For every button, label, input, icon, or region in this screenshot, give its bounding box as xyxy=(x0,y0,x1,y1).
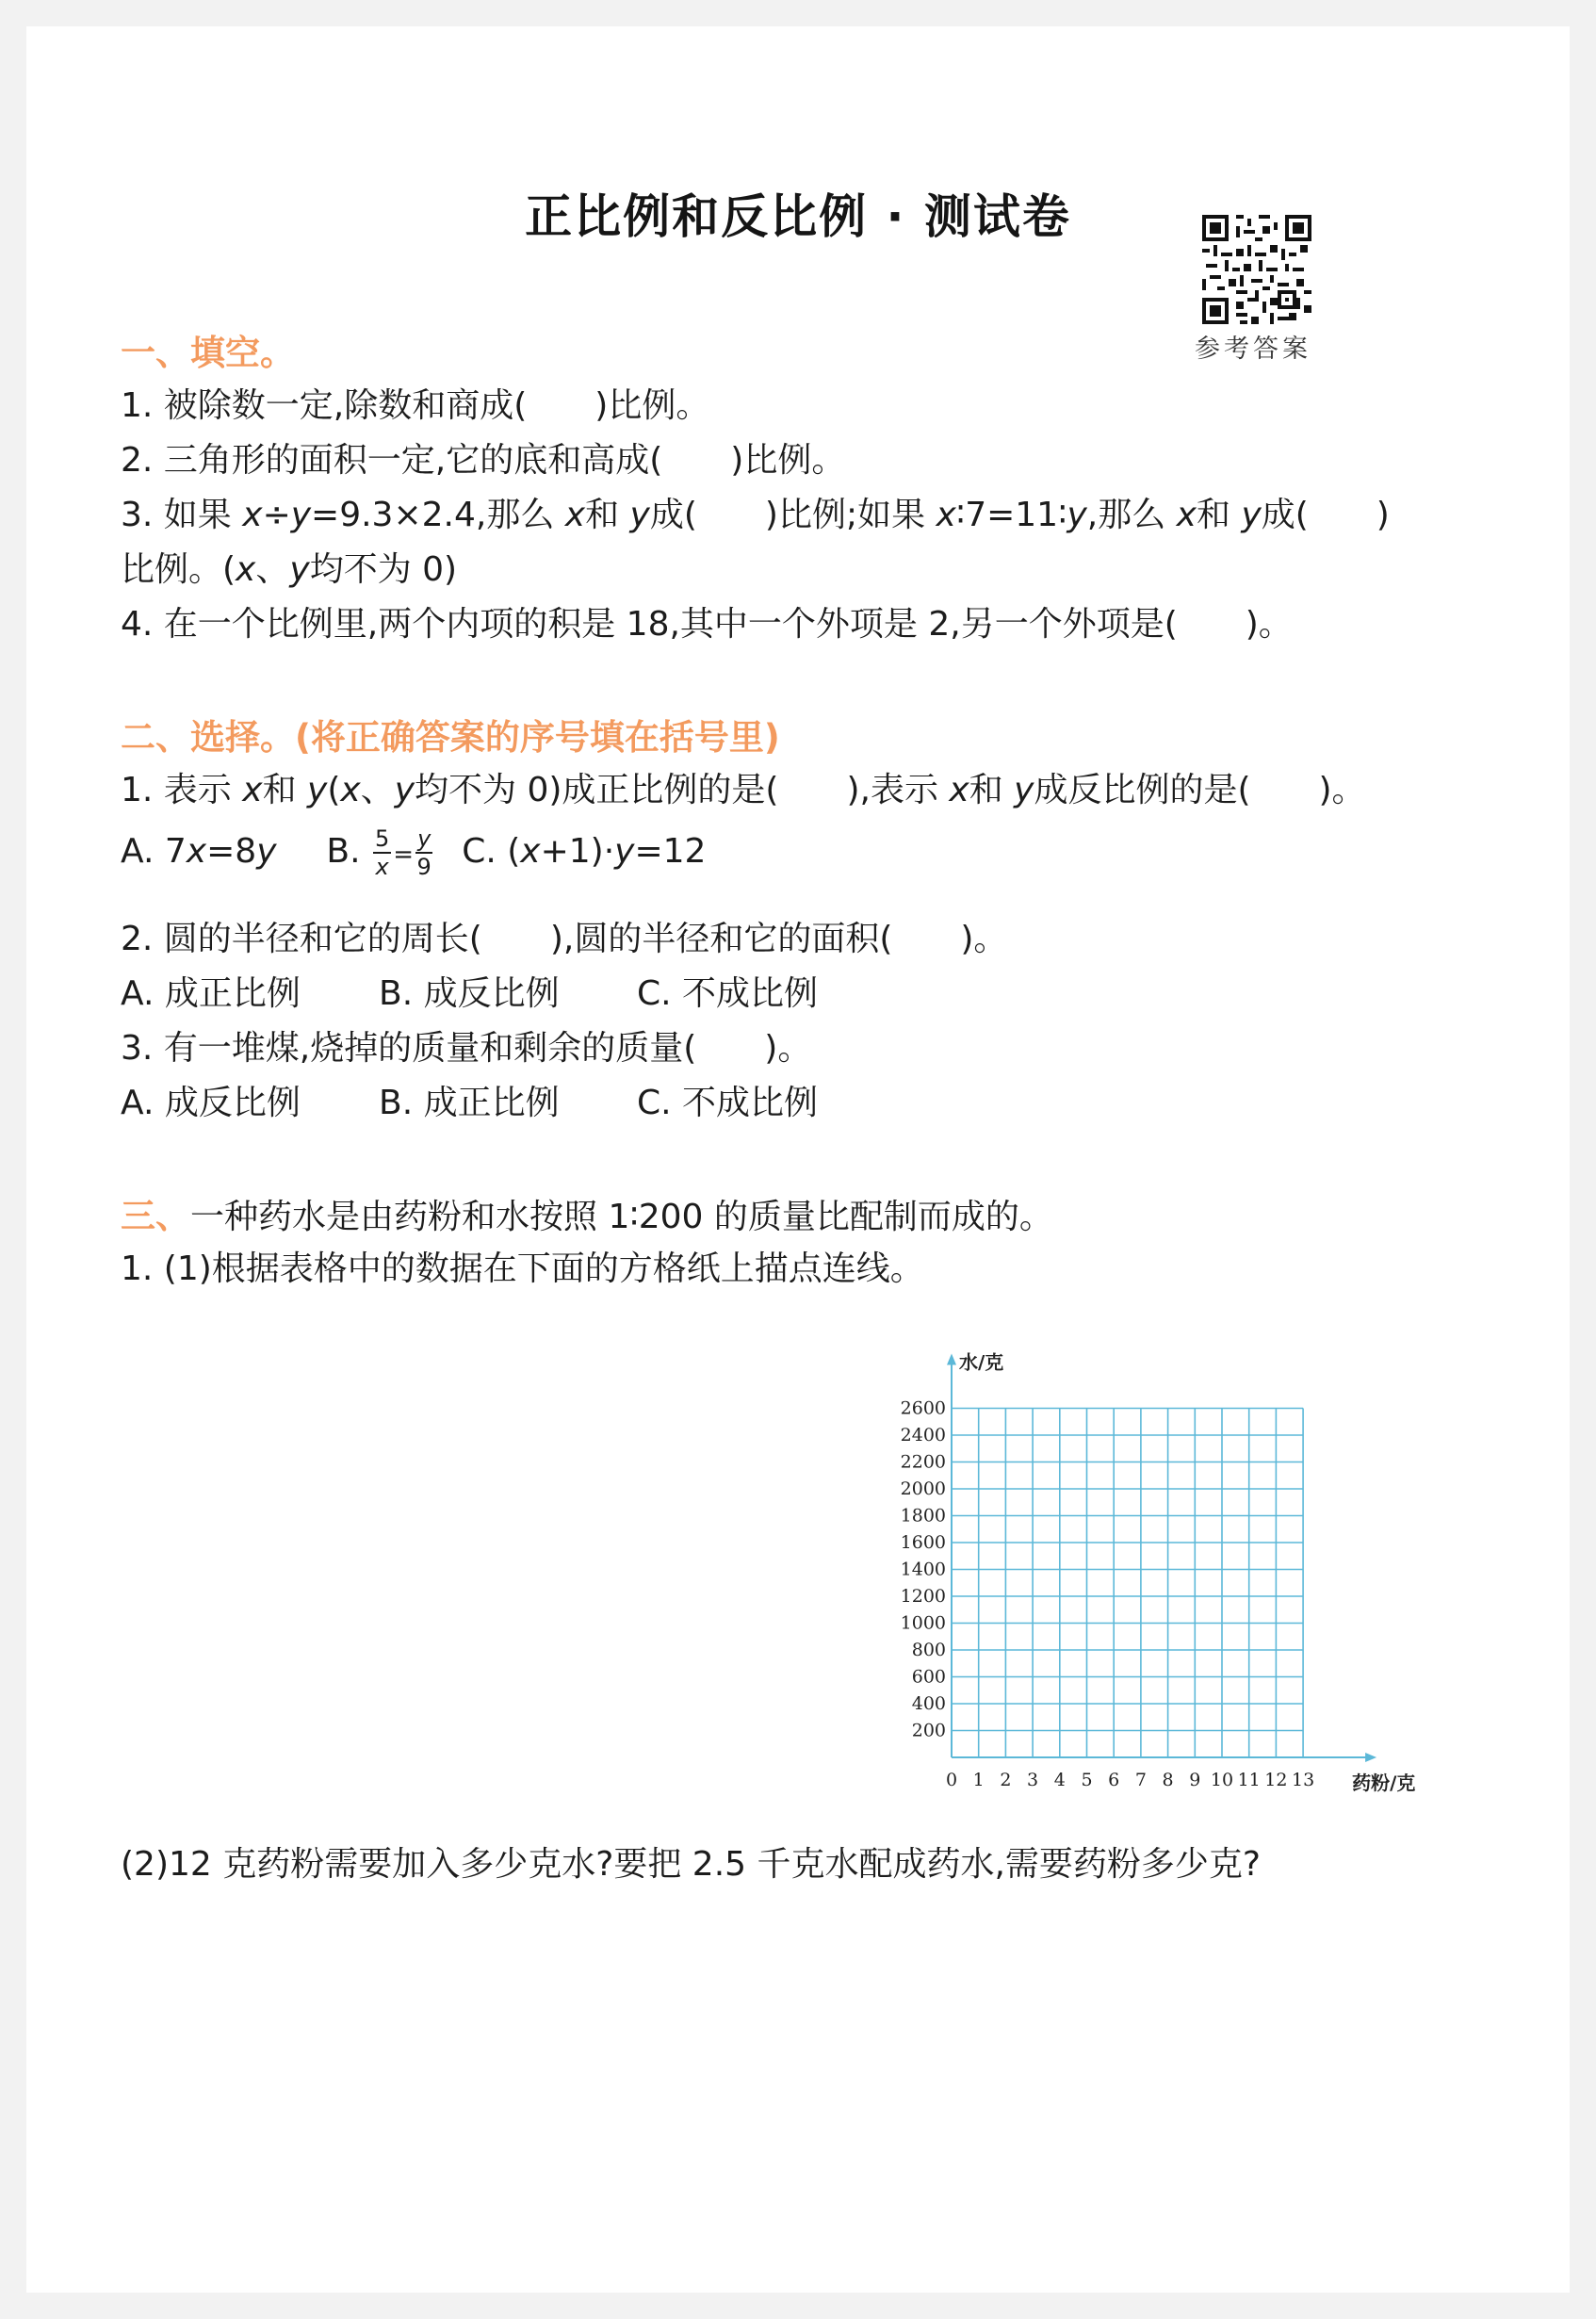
x-tick-label: 7 xyxy=(1134,1770,1147,1790)
y-tick-label: 1800 xyxy=(900,1505,946,1527)
x-tick-labels xyxy=(946,1770,1314,1790)
question-1-3: 3. 如果 x÷y=9.3×2.4,那么 x和 y成( )比例;如果 x∶7=11∶y,那么 x和 y成( ) xyxy=(121,496,1390,534)
y-tick-label: 1200 xyxy=(900,1586,946,1607)
question-2-3-option-a: A. 成反比例 xyxy=(121,1084,301,1122)
grid-lines xyxy=(952,1409,1303,1758)
grid-chart xyxy=(867,1338,1451,1809)
x-axis-arrow-icon xyxy=(1365,1753,1376,1762)
x-tick-label: 8 xyxy=(1162,1770,1174,1790)
y-tick-label: 2200 xyxy=(900,1451,946,1473)
section-2-heading: 二、选择。(将正确答案的序号填在括号里) xyxy=(121,717,780,758)
question-1-4: 4. 在一个比例里,两个内项的积是 18,其中一个外项是 2,另一个外项是( )。 xyxy=(121,605,1293,644)
question-2-3: 3. 有一堆煤,烧掉的质量和剩余的质量( )。 xyxy=(121,1029,812,1068)
y-tick-label: 1600 xyxy=(900,1532,946,1553)
question-2-2-option-c: C. 不成比例 xyxy=(637,974,819,1013)
x-tick-label: 2 xyxy=(1000,1770,1012,1790)
x-tick-label: 6 xyxy=(1108,1770,1120,1790)
question-2-2: 2. 圆的半径和它的周长( ),圆的半径和它的面积( )。 xyxy=(121,920,1008,958)
x-tick-label: 13 xyxy=(1292,1770,1315,1790)
x-axis-label: 药粉/克 xyxy=(1352,1772,1416,1794)
y-axis-label: 水/克 xyxy=(959,1350,1004,1374)
section-3-heading: 三、 xyxy=(121,1196,190,1236)
question-1-2: 2. 三角形的面积一定,它的底和高成( )比例。 xyxy=(121,441,846,480)
x-tick-label: 1 xyxy=(972,1770,985,1790)
x-tick-label: 4 xyxy=(1053,1770,1066,1790)
question-2-1: 1. 表示 x和 y(x、y均不为 0)成正比例的是( ),表示 x和 y成反比例的是( )。 xyxy=(121,771,1366,809)
question-2-2-option-b: B. 成反比例 xyxy=(379,974,560,1013)
question-2-1-options: A. 7x=8y B. $\frac{5}{x}$ = $\frac{y}{9}$ C. (x+1)·y=12 xyxy=(121,825,707,880)
qr-caption: 参考答案 xyxy=(1195,335,1311,364)
question-3-2: (2)12 克药粉需要加入多少克水?要把 2.5 千克水配成药水,需要药粉多少克? xyxy=(121,1845,1262,1884)
question-3-1: 1. (1)根据表格中的数据在下面的方格纸上描点连线。 xyxy=(121,1249,924,1288)
y-axis-arrow-icon xyxy=(947,1354,956,1365)
x-tick-label: 12 xyxy=(1264,1770,1288,1790)
y-tick-labels xyxy=(901,1398,946,1741)
y-tick-label: 2600 xyxy=(900,1397,946,1419)
x-tick-label: 3 xyxy=(1027,1770,1039,1790)
y-tick-label: 400 xyxy=(911,1693,946,1714)
question-2-2-option-a: A. 成正比例 xyxy=(121,974,301,1013)
x-tick-label: 5 xyxy=(1081,1770,1093,1790)
y-tick-label: 1400 xyxy=(900,1559,946,1580)
y-tick-label: 2000 xyxy=(900,1478,946,1499)
y-tick-label: 1000 xyxy=(900,1612,946,1634)
y-tick-label: 200 xyxy=(911,1720,946,1741)
x-tick-label: 0 xyxy=(945,1770,958,1790)
y-tick-label: 600 xyxy=(911,1666,946,1688)
page-title: 正比例和反比例 · 测试卷 xyxy=(525,189,1071,244)
section-1-heading: 一、填空。 xyxy=(121,333,295,373)
question-1-3-continued: 比例。(x、y均不为 0) xyxy=(121,550,458,589)
question-1-1: 1. 被除数一定,除数和商成( )比例。 xyxy=(121,386,710,425)
section-3-intro: 三、一种药水是由药粉和水按照 1∶200 的质量比配制而成的。 xyxy=(121,1196,1053,1236)
qr-code-icon xyxy=(1202,215,1311,324)
y-tick-label: 2400 xyxy=(900,1425,946,1445)
question-2-3-option-c: C. 不成比例 xyxy=(637,1084,819,1122)
x-tick-label: 9 xyxy=(1189,1770,1201,1790)
y-tick-label: 800 xyxy=(911,1640,946,1660)
question-2-3-option-b: B. 成正比例 xyxy=(379,1084,560,1122)
x-tick-label: 11 xyxy=(1237,1770,1261,1790)
x-tick-label: 10 xyxy=(1210,1770,1234,1790)
axes xyxy=(947,1354,1376,1763)
